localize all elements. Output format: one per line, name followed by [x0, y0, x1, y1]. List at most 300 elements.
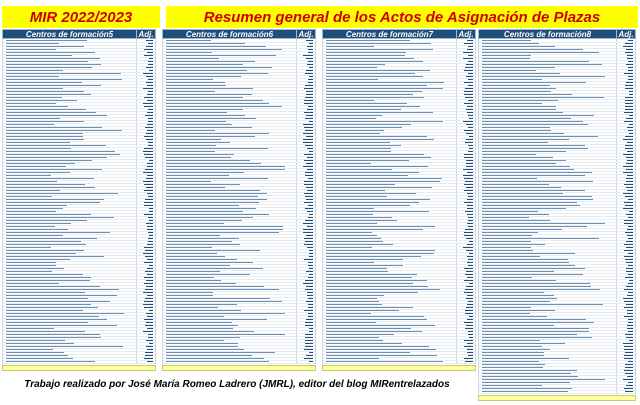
table-row-text	[166, 289, 279, 290]
table-row-adj	[307, 190, 313, 191]
table-row-text	[326, 115, 382, 116]
table-row-text	[326, 172, 419, 173]
table-row-adj	[305, 334, 313, 335]
table-row-text	[6, 295, 117, 296]
table-row-adj	[307, 46, 313, 47]
table-row-adj	[305, 241, 313, 242]
table-row-adj	[625, 367, 633, 368]
table-row-adj	[624, 244, 633, 245]
table-row-adj	[624, 346, 633, 347]
table-row-adj	[628, 67, 633, 68]
table-row-text	[166, 58, 219, 59]
table-row-adj	[146, 340, 153, 341]
table-row-text	[482, 133, 564, 134]
table-row-text	[326, 169, 392, 170]
table-row-text	[326, 109, 401, 110]
table-row-adj	[464, 103, 473, 104]
table-row-adj	[467, 112, 473, 113]
table-row-text	[482, 208, 566, 209]
table-row-adj	[143, 304, 153, 305]
table-row-adj	[623, 46, 633, 47]
table-row-text	[482, 277, 532, 278]
table-row-adj	[627, 55, 633, 56]
table-row-text	[166, 334, 285, 335]
row-gridline	[3, 363, 155, 364]
table-row-adj	[147, 124, 153, 125]
table-row-text	[326, 319, 427, 320]
table-row-adj	[303, 223, 313, 224]
table-row-text	[6, 241, 81, 242]
table-row-adj	[305, 175, 313, 176]
table-row-adj	[625, 97, 633, 98]
table-row-adj	[464, 130, 473, 131]
table-row-adj	[467, 208, 473, 209]
table-row-text	[6, 202, 100, 203]
table-row-text	[166, 355, 252, 356]
table-row-text	[326, 328, 411, 329]
table-row-text	[482, 172, 592, 173]
table-row-text	[6, 52, 95, 53]
table-row-adj	[303, 142, 313, 143]
table-row-adj	[467, 262, 473, 263]
table-row-adj	[143, 151, 153, 152]
table-row-adj	[628, 292, 633, 293]
column-header-name: Centros de formación7	[345, 29, 434, 39]
table-row-text	[326, 250, 435, 251]
table-row-adj	[147, 52, 153, 53]
table-row-adj	[469, 316, 473, 317]
table-row-adj	[305, 97, 313, 98]
table-row-text	[326, 97, 424, 98]
table-row-text	[166, 337, 240, 338]
table-row-text	[326, 277, 412, 278]
table-row-adj	[465, 274, 473, 275]
table-row-adj	[464, 358, 473, 359]
table-row-adj	[304, 100, 313, 101]
table-row-adj	[623, 379, 633, 380]
table-row-text	[326, 220, 397, 221]
table-row-text	[326, 61, 423, 62]
table-row-text	[6, 139, 84, 140]
table-row-text	[482, 283, 590, 284]
total-row	[322, 365, 476, 371]
table-row-adj	[628, 70, 633, 71]
table-row-adj	[305, 196, 313, 197]
table-row-adj	[625, 232, 633, 233]
table-rows	[322, 39, 476, 364]
table-row-adj	[623, 343, 633, 344]
table-row-adj	[308, 313, 313, 314]
table-row-text	[166, 40, 211, 41]
table-row-adj	[148, 334, 153, 335]
table-row-adj	[626, 118, 633, 119]
table-row-adj	[468, 46, 473, 47]
table-row-text	[166, 130, 215, 131]
table-row-text	[6, 190, 60, 191]
table-row-adj	[468, 355, 473, 356]
table-row-adj	[624, 349, 633, 350]
table-row-text	[326, 217, 392, 218]
table-row-text	[166, 136, 255, 137]
table-row-adj	[304, 127, 313, 128]
table-row-adj	[145, 355, 153, 356]
table-row-text	[6, 124, 54, 125]
table-row-adj	[304, 154, 313, 155]
table-row-adj	[627, 127, 633, 128]
table-row-text	[326, 184, 395, 185]
table-row-text	[166, 124, 232, 125]
table-row-adj	[467, 223, 473, 224]
table-row-adj	[146, 46, 153, 47]
table-row-adj	[628, 40, 633, 41]
table-row-text	[482, 103, 542, 104]
table-row-text	[6, 343, 74, 344]
table-row-adj	[148, 217, 153, 218]
table-row-adj	[467, 352, 473, 353]
table-row-text	[6, 328, 54, 329]
table-row-adj	[629, 211, 633, 212]
table-row-text	[166, 67, 272, 68]
table-row-adj	[144, 262, 153, 263]
table-row-adj	[464, 346, 473, 347]
table-row-text	[166, 64, 243, 65]
table-column-7	[322, 29, 476, 364]
table-row-adj	[629, 133, 633, 134]
row-gridline	[323, 363, 475, 364]
table-row-adj	[146, 139, 153, 140]
table-row-text	[326, 124, 411, 125]
table-row-text	[326, 163, 371, 164]
table-row-adj	[308, 304, 313, 305]
table-row-adj	[467, 205, 473, 206]
table-row-adj	[147, 175, 153, 176]
table-row-adj	[307, 295, 313, 296]
table-row-adj	[144, 319, 153, 320]
table-row-text	[482, 355, 544, 356]
table-row-text	[6, 43, 59, 44]
table-row-adj	[466, 166, 473, 167]
table-row-text	[326, 178, 442, 179]
table-row-text	[6, 352, 64, 353]
table-row-text	[482, 91, 551, 92]
table-row-text	[6, 286, 100, 287]
table-row-text	[166, 211, 243, 212]
table-row-adj	[304, 181, 313, 182]
table-row-text	[326, 214, 373, 215]
table-row-adj	[464, 91, 473, 92]
table-row-adj	[148, 79, 153, 80]
table-row-adj	[629, 91, 633, 92]
table-row-text	[6, 307, 98, 308]
table-row-text	[166, 70, 247, 71]
table-row-adj	[144, 358, 153, 359]
table-row-adj	[466, 298, 473, 299]
table-row-text	[482, 109, 556, 110]
table-row-adj	[463, 58, 473, 59]
table-row-adj	[467, 277, 473, 278]
table-row-text	[326, 82, 444, 83]
column-header-name: Centros de formación6	[185, 29, 274, 39]
table-row-adj	[305, 220, 313, 221]
table-row-adj	[626, 385, 633, 386]
page-year-title: MIR 2022/2023	[29, 8, 133, 26]
table-row-text	[482, 97, 604, 98]
table-row-adj	[145, 127, 153, 128]
table-row-text	[166, 193, 267, 194]
table-row-text	[6, 232, 110, 233]
table-row-text	[166, 46, 266, 47]
table-row-text	[166, 187, 225, 188]
table-row-text	[6, 229, 68, 230]
table-row-text	[326, 238, 381, 239]
table-row-text	[482, 148, 588, 149]
table-row-text	[6, 361, 95, 362]
table-row-text	[482, 124, 588, 125]
table-column-6	[162, 29, 316, 364]
table-row-adj	[465, 313, 473, 314]
table-row-text	[6, 214, 91, 215]
table-row-adj	[624, 202, 633, 203]
table-row-text	[482, 271, 554, 272]
table-row-text	[166, 94, 252, 95]
table-row-adj	[148, 61, 153, 62]
table-row-text	[6, 151, 115, 152]
table-row-adj	[625, 136, 633, 137]
column-header-name: Centros de formación8	[503, 29, 592, 39]
table-row-adj	[464, 43, 473, 44]
table-row-adj	[465, 97, 473, 98]
table-row-text	[6, 70, 63, 71]
table-row-text	[6, 100, 77, 101]
table-row-adj	[466, 286, 473, 287]
table-row-text	[326, 148, 391, 149]
table-row-adj	[306, 271, 313, 272]
table-row-adj	[305, 343, 313, 344]
table-row-adj	[466, 250, 473, 251]
table-row-text	[166, 349, 244, 350]
title-right-bar	[166, 6, 638, 28]
table-row-text	[482, 130, 551, 131]
table-row-text	[6, 289, 119, 290]
table-row-text	[166, 229, 283, 230]
table-row-adj	[147, 130, 153, 131]
table-row-adj	[469, 148, 473, 149]
table-row-adj	[306, 94, 313, 95]
table-row-text	[482, 184, 549, 185]
table-row-text	[166, 166, 285, 167]
table-row-text	[6, 277, 91, 278]
table-row-adj	[463, 52, 473, 53]
table-row-adj	[464, 280, 473, 281]
table-row-text	[6, 175, 51, 176]
table-row-text	[326, 229, 423, 230]
table-row-adj	[466, 163, 473, 164]
table-row-text	[6, 199, 104, 200]
table-row-adj	[624, 121, 633, 122]
table-row-text	[482, 151, 566, 152]
table-row-adj	[627, 235, 633, 236]
table-row-text	[6, 271, 52, 272]
table-row-text	[6, 61, 88, 62]
table-row-adj	[148, 118, 153, 119]
table-row-adj	[624, 73, 633, 74]
column-header-adj: Adj.	[296, 30, 315, 39]
table-row-text	[482, 163, 556, 164]
table-row-adj	[468, 196, 473, 197]
table-row-text	[6, 76, 59, 77]
table-row-text	[482, 241, 531, 242]
table-row-text	[482, 247, 531, 248]
table-row-text	[6, 313, 124, 314]
table-row-text	[326, 232, 372, 233]
table-row-text	[6, 97, 62, 98]
table-row-text	[326, 349, 436, 350]
table-row-text	[326, 49, 433, 50]
table-row-text	[482, 244, 545, 245]
table-row-text	[166, 202, 259, 203]
table-row-text	[482, 238, 599, 239]
table-row-text	[326, 286, 428, 287]
table-row-text	[482, 193, 563, 194]
table-row-adj	[625, 145, 633, 146]
table-row-adj	[143, 103, 153, 104]
table-row-adj	[148, 241, 153, 242]
table-row-adj	[626, 271, 633, 272]
table-row-adj	[469, 283, 473, 284]
table-row-text	[482, 223, 605, 224]
table-row-text	[166, 313, 285, 314]
table-row-text	[326, 337, 379, 338]
table-row-text	[482, 385, 542, 386]
table-row-text	[166, 76, 241, 77]
table-row-text	[166, 82, 225, 83]
table-row-text	[6, 244, 86, 245]
table-row-text	[6, 58, 100, 59]
table-row-text	[6, 145, 106, 146]
table-row-text	[482, 118, 571, 119]
table-row-adj	[309, 151, 313, 152]
table-row-adj	[305, 322, 313, 323]
table-row-adj	[624, 355, 633, 356]
table-row-adj	[466, 307, 473, 308]
table-row-adj	[463, 247, 473, 248]
table-row-text	[166, 184, 240, 185]
table-row-text	[326, 340, 383, 341]
table-row-adj	[307, 169, 313, 170]
table-row-text	[326, 271, 388, 272]
table-row-text	[6, 112, 96, 113]
table-row-adj	[625, 106, 633, 107]
table-row-text	[166, 97, 243, 98]
column-header	[478, 29, 636, 39]
table-row-text	[482, 202, 577, 203]
table-row-adj	[626, 157, 633, 158]
table-row-adj	[308, 82, 313, 83]
table-row-text	[482, 226, 587, 227]
table-row-adj	[467, 319, 473, 320]
table-row-adj	[306, 91, 313, 92]
table-row-text	[326, 91, 422, 92]
table-row-adj	[623, 139, 633, 140]
table-row-text	[482, 64, 602, 65]
table-row-text	[482, 79, 542, 80]
table-row-text	[166, 238, 239, 239]
table-row-text	[166, 217, 253, 218]
table-row-adj	[465, 142, 473, 143]
table-row-adj	[625, 196, 633, 197]
table-row-adj	[628, 61, 633, 62]
table-row-text	[482, 181, 593, 182]
table-row-text	[326, 94, 413, 95]
table-row-text	[326, 361, 443, 362]
table-row-adj	[148, 232, 153, 233]
row-gridline	[163, 363, 315, 364]
table-row-adj	[628, 322, 633, 323]
table-row-text	[326, 196, 387, 197]
table-row-adj	[147, 268, 153, 269]
table-row-adj	[465, 229, 473, 230]
table-row-adj	[624, 289, 633, 290]
table-row-adj	[628, 382, 633, 383]
table-row-text	[482, 43, 539, 44]
table-row-adj	[144, 205, 153, 206]
table-row-adj	[148, 43, 153, 44]
table-row-adj	[627, 151, 633, 152]
table-row-text	[166, 226, 283, 227]
table-row-adj	[145, 298, 153, 299]
table-row-adj	[148, 121, 153, 122]
table-row-adj	[626, 214, 633, 215]
table-row-adj	[629, 124, 633, 125]
table-row-adj	[626, 187, 633, 188]
table-row-text	[326, 355, 437, 356]
table-row-text	[482, 298, 557, 299]
table-row-adj	[623, 154, 633, 155]
table-row-text	[6, 91, 84, 92]
table-row-adj	[626, 337, 633, 338]
table-row-text	[326, 241, 383, 242]
table-row-adj	[625, 43, 633, 44]
table-row-adj	[464, 190, 473, 191]
table-row-adj	[628, 226, 633, 227]
table-row-adj	[466, 133, 473, 134]
table-row-adj	[307, 157, 313, 158]
table-row-adj	[623, 172, 633, 173]
table-row-text	[6, 172, 70, 173]
table-row-text	[326, 358, 379, 359]
table-row-text	[6, 88, 63, 89]
table-row-adj	[464, 340, 473, 341]
table-row-text	[326, 112, 433, 113]
table-row-text	[166, 319, 267, 320]
table-row-adj	[465, 361, 473, 362]
table-row-adj	[304, 160, 313, 161]
table-row-text	[326, 289, 440, 290]
table-row-text	[482, 88, 556, 89]
table-row-text	[482, 289, 600, 290]
table-row-adj	[309, 67, 313, 68]
table-row-text	[6, 106, 68, 107]
table-row-text	[6, 115, 107, 116]
table-row-adj	[303, 133, 313, 134]
table-row-text	[166, 325, 238, 326]
table-row-adj	[303, 124, 313, 125]
table-row-text	[166, 286, 264, 287]
table-row-adj	[307, 226, 313, 227]
table-row-text	[482, 40, 531, 41]
table-row-adj	[143, 253, 153, 254]
table-row-text	[326, 304, 382, 305]
